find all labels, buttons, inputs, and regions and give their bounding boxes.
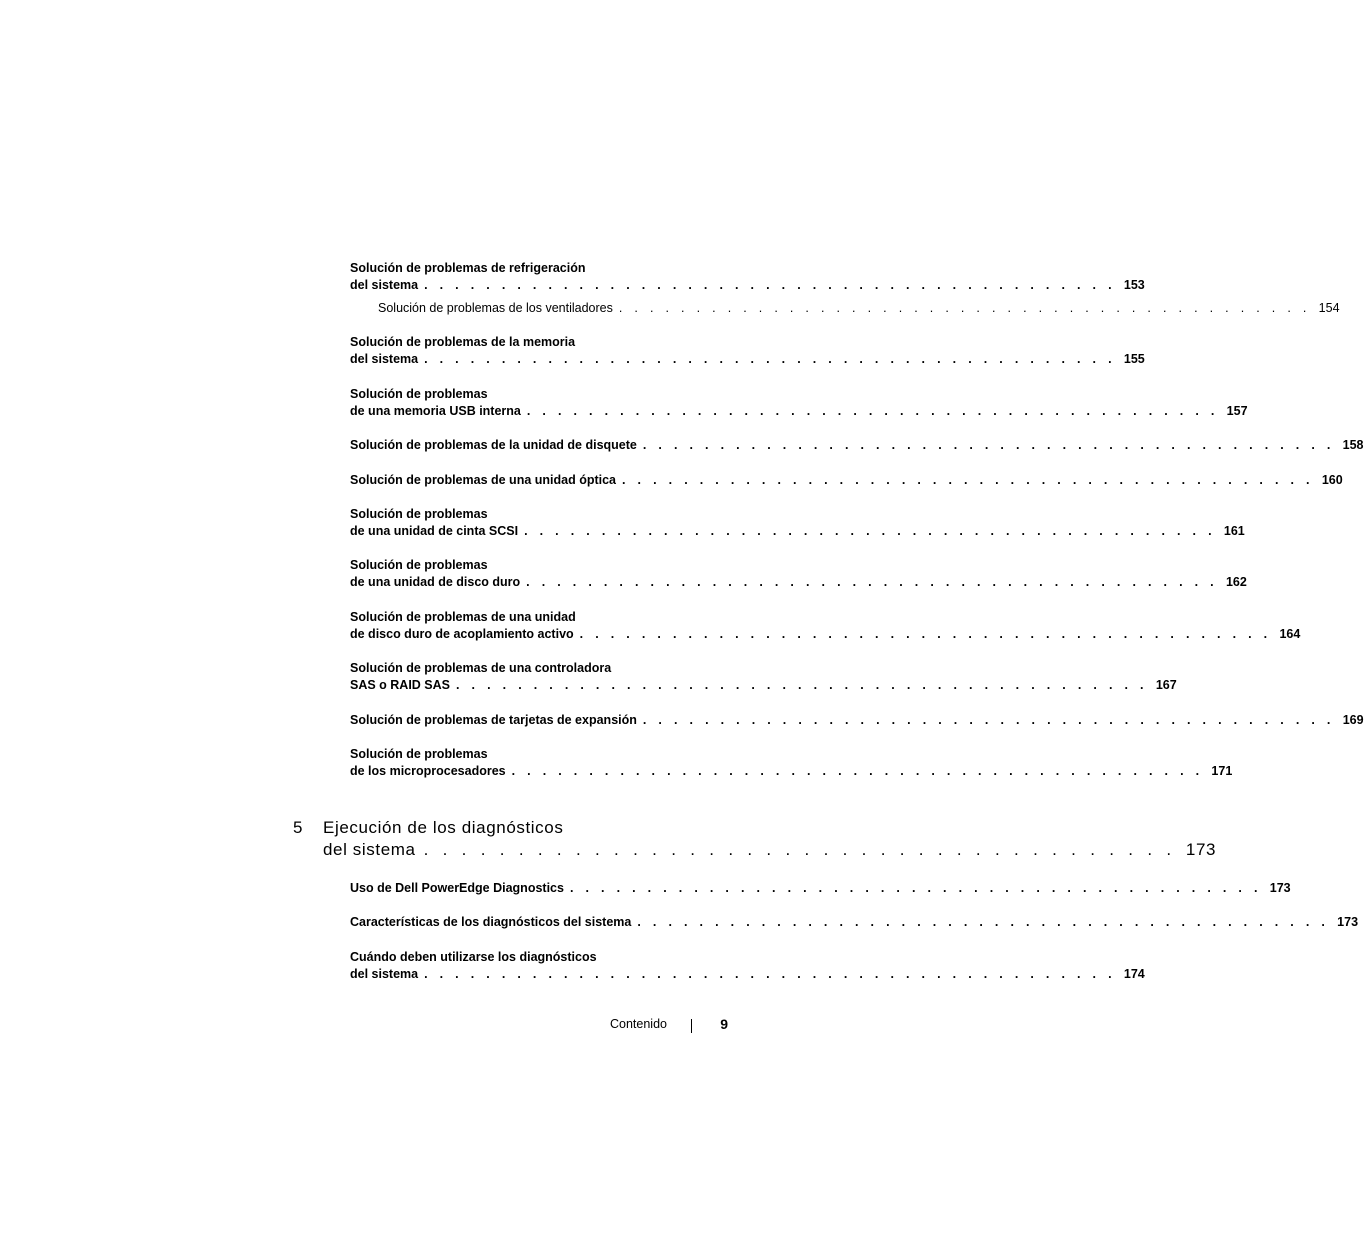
toc-entry[interactable] — [350, 557, 1247, 591]
toc-entry-page: 164 — [1279, 627, 1301, 641]
toc-entry-title-line2: de una unidad de disco duro — [350, 575, 521, 589]
toc-entry-page: 153 — [1123, 278, 1145, 292]
dot-leader: . . . . . . . . . . . . . . . . . . . . . . . . . . . . . . . . . . . . . . . . . . . . . — [424, 352, 1116, 366]
dot-leader: . . . . . . . . . . . . . . . . . . . . . . . . . . . . . . . . . . . . . . . . . . . . . — [642, 438, 1335, 452]
dot-leader: . . . . . . . . . . . . . . . . . . . . . . . . . . . . . . . . . . . . . . . . . . . . . — [526, 404, 1219, 418]
dot-leader: . . . . . . . . . . . . . . . . . . . . . . . . . . . . . . . . . . . . . . . . . . . . . — [622, 473, 1314, 487]
footer-page-number: 9 — [720, 1016, 728, 1032]
toc-entry[interactable] — [350, 386, 1248, 420]
toc-entry-title: Solución de problemas de tarjetas de expansión — [350, 713, 637, 727]
footer-separator — [691, 1019, 692, 1033]
dot-leader: . . . . . . . . . . . . . . . . . . . . . . . . . . . . . . . . . . . . . . . . . . . . . — [424, 278, 1116, 292]
toc-entry-title: Uso de Dell PowerEdge Diagnostics — [350, 881, 564, 895]
toc-entry-title-line1: Solución de problemas de una unidad — [350, 610, 576, 624]
toc-entry[interactable] — [350, 660, 1177, 694]
toc-entry-title: Solución de problemas de la unidad de disquete — [350, 438, 637, 452]
dot-leader: . . . . . . . . . . . . . . . . . . . . . . . . . . . . . . . . . . . . . . . . . . . . . — [569, 881, 1262, 895]
toc-entry-title-line2: del sistema — [350, 967, 419, 981]
chapter-page: 173 — [1185, 840, 1217, 859]
toc-entry-page: 173 — [1337, 915, 1359, 929]
dot-leader: . . . . . . . . . . . . . . . . . . . . . . . . . . . . . . . . . . . . . . . . . . . . . — [637, 915, 1330, 929]
chapter-title-line1: Ejecución de los diagnósticos — [323, 818, 564, 837]
toc-entry[interactable] — [350, 334, 1145, 368]
chapter-number: 5 — [293, 818, 304, 837]
chapter-title-line2: del sistema — [323, 840, 416, 859]
dot-leader: . . . . . . . . . . . . . . . . . . . . . . . . . . . . . . . . . . . . . . . . . . . . . — [456, 678, 1148, 692]
toc-entry[interactable] — [350, 260, 1145, 294]
dot-leader: . . . . . . . . . . . . . . . . . . . . . . . . . . . . . . . . . . . . . . . . . . . . . — [524, 524, 1216, 538]
toc-entry-title-line1: Solución de problemas de refrigeración — [350, 261, 586, 275]
toc-entry-title-line1: Solución de problemas — [350, 747, 488, 761]
toc-entry[interactable] — [350, 609, 1301, 643]
toc-entry[interactable] — [350, 949, 1145, 983]
toc-entry-title-line1: Solución de problemas — [350, 387, 488, 401]
toc-entry[interactable] — [350, 712, 1364, 729]
toc-entry-title-line2: del sistema — [350, 352, 419, 366]
toc-entry[interactable] — [350, 472, 1343, 489]
toc-entry-page: 161 — [1223, 524, 1245, 538]
dot-leader: . . . . . . . . . . . . . . . . . . . . . . . . . . . . . . . . . . . . . . . . . . . . . — [526, 575, 1218, 589]
toc-entry-page: 157 — [1226, 404, 1248, 418]
toc-entry-page: 173 — [1269, 881, 1291, 895]
toc-entry-page: 169 — [1342, 713, 1364, 727]
toc-sub-entry-title: Solución de problemas de los ventiladores — [378, 301, 613, 315]
dot-leader: . . . . . . . . . . . . . . . . . . . . . . . . . . . . . . . . . . . . . . . . . . . . . — [424, 967, 1116, 981]
toc-entry[interactable] — [350, 880, 1291, 897]
toc-entry-page: 171 — [1211, 764, 1233, 778]
toc-entry[interactable] — [350, 746, 1233, 780]
toc-entry-page: 160 — [1321, 473, 1343, 487]
toc-entry-title-line2: del sistema — [350, 278, 419, 292]
toc-entry-page: 174 — [1123, 967, 1145, 981]
toc-sub-entry[interactable] — [378, 300, 1340, 317]
toc-entry-page: 155 — [1123, 352, 1145, 366]
footer-section-label: Contenido — [610, 1017, 667, 1031]
toc-entry[interactable] — [350, 914, 1359, 931]
dot-leader: . . . . . . . . . . . . . . . . . . . . . . . . . . . . . . . . . . . . . . . . . . . . . — [642, 713, 1335, 727]
dot-leader: . . . . . . . . . . . . . . . . . . . . . . . . . . . . . . . . . . . . . . . . — [423, 840, 1176, 859]
chapter-heading[interactable] — [293, 817, 1217, 861]
page-footer — [560, 1015, 730, 1035]
toc-entry-title-line1: Solución de problemas — [350, 558, 488, 572]
toc-entry-title-line1: Solución de problemas de la memoria — [350, 335, 576, 349]
toc-entry-title-line1: Solución de problemas — [350, 507, 488, 521]
toc-entry-title-line2: de disco duro de acoplamiento activo — [350, 627, 574, 641]
toc-entry-page: 158 — [1342, 438, 1364, 452]
toc-entry-page: 167 — [1155, 678, 1177, 692]
toc-entry-title: Solución de problemas de una unidad óptica — [350, 473, 617, 487]
toc-entry-page: 162 — [1225, 575, 1247, 589]
dot-leader: . . . . . . . . . . . . . . . . . . . . . . . . . . . . . . . . . . . . . . . . . . . . . — [618, 301, 1311, 315]
toc-entry[interactable] — [350, 437, 1364, 454]
toc-entry-title-line2: de una memoria USB interna — [350, 404, 521, 418]
dot-leader: . . . . . . . . . . . . . . . . . . . . . . . . . . . . . . . . . . . . . . . . . . . . . — [511, 764, 1204, 778]
dot-leader: . . . . . . . . . . . . . . . . . . . . . . . . . . . . . . . . . . . . . . . . . . . . . — [579, 627, 1272, 641]
toc-entry-title-line2: de los microprocesadores — [350, 764, 506, 778]
toc-sub-entry-page: 154 — [1318, 301, 1340, 315]
toc-entry-title-line2: SAS o RAID SAS — [350, 678, 451, 692]
toc-entry-title-line1: Solución de problemas de una controladora — [350, 661, 612, 675]
toc-entry-title-line2: de una unidad de cinta SCSI — [350, 524, 519, 538]
toc-entry-title-line1: Cuándo deben utilizarse los diagnósticos — [350, 950, 597, 964]
toc-entry[interactable] — [350, 506, 1245, 540]
toc-entry-title: Características de los diagnósticos del sistema — [350, 915, 632, 929]
